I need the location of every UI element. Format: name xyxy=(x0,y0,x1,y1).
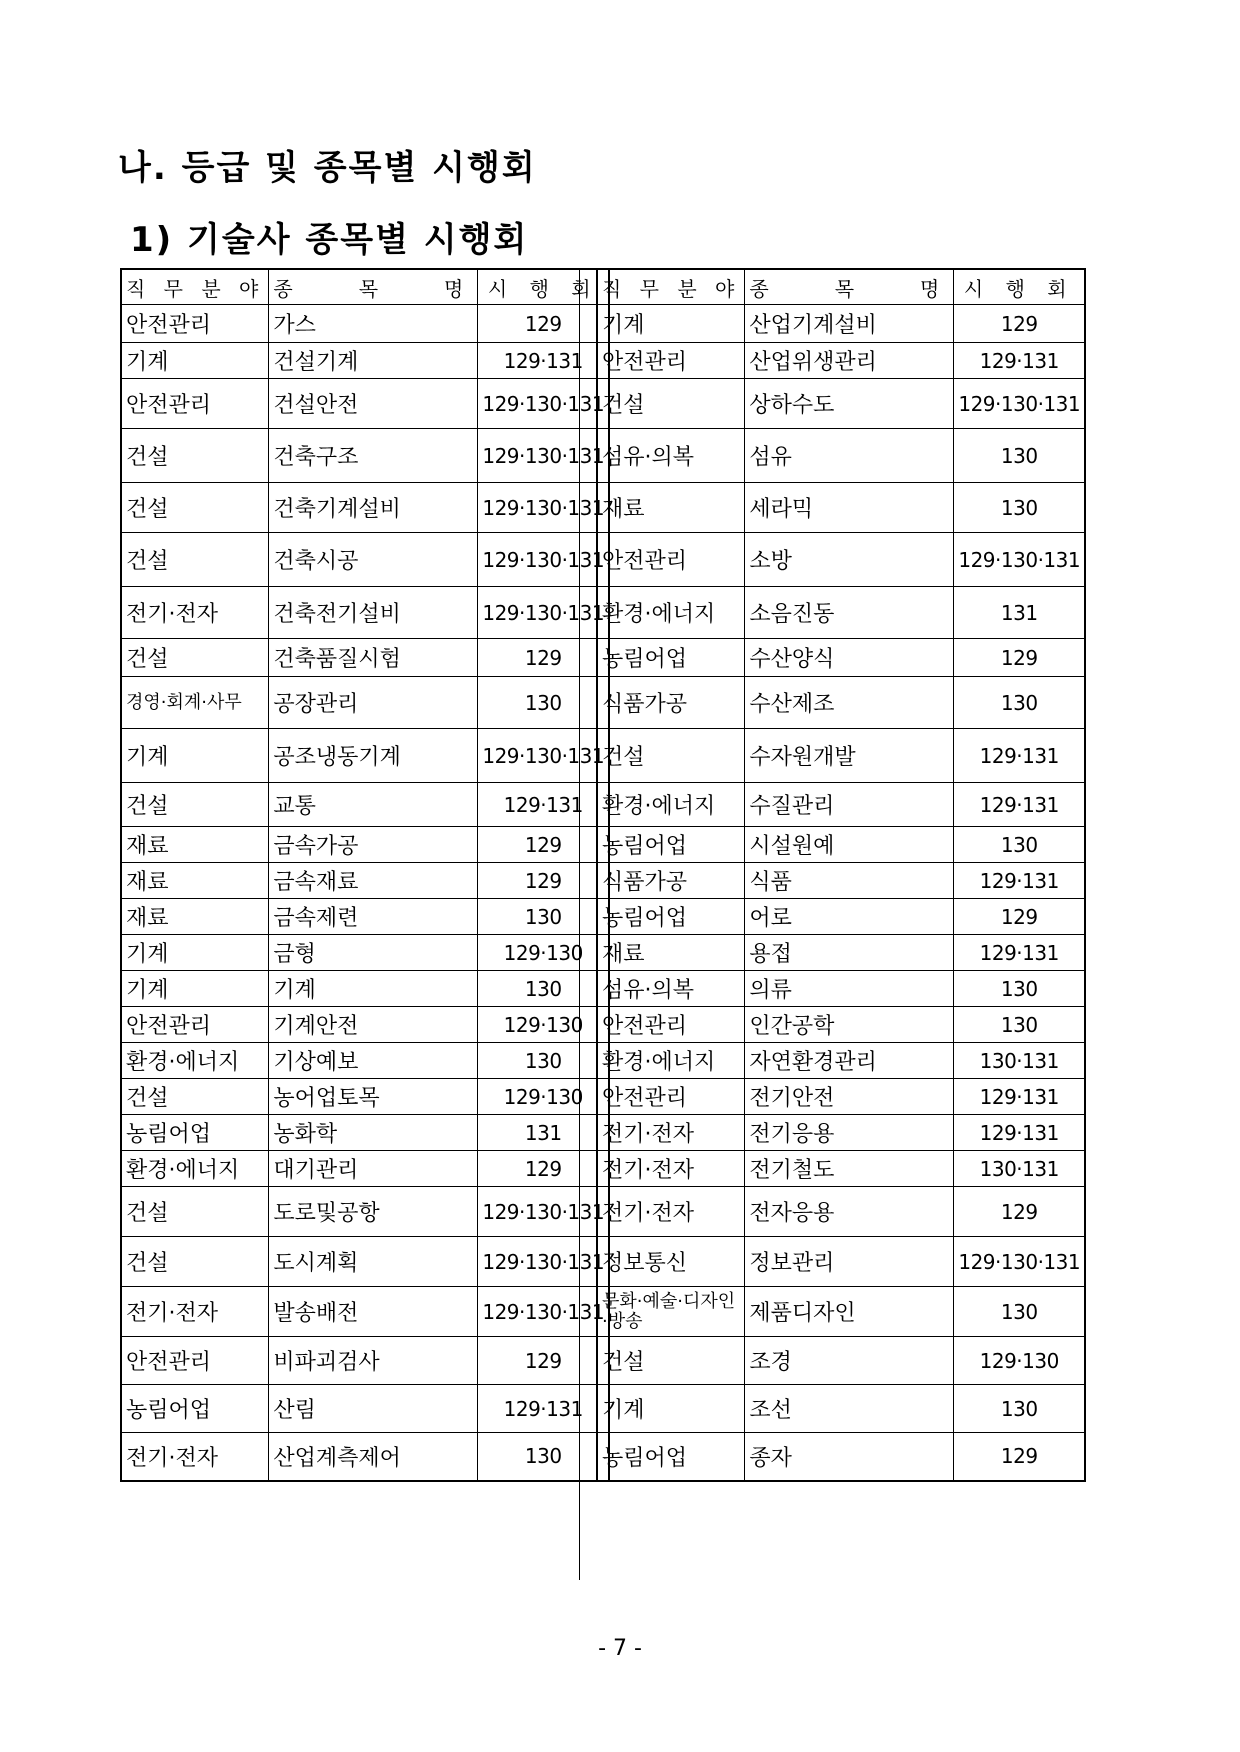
item-cell: 섬유 xyxy=(745,429,954,483)
round-cell: 130 xyxy=(478,899,609,935)
round-cell: 129·130 xyxy=(478,1007,609,1043)
table-row xyxy=(121,1237,609,1287)
field-cell: 전기·전자 xyxy=(121,1433,269,1481)
table-row xyxy=(597,1043,1085,1079)
left-table xyxy=(120,268,610,1482)
field-cell: 농림어업 xyxy=(121,1115,269,1151)
field-cell: 재료 xyxy=(121,827,269,863)
item-cell: 전기안전 xyxy=(745,1079,954,1115)
round-cell: 130 xyxy=(954,483,1085,533)
table-row xyxy=(121,639,609,677)
field-cell: 환경·에너지 xyxy=(597,783,745,827)
table-divider xyxy=(579,268,580,1580)
table-row xyxy=(121,863,609,899)
header-field: 직 무 분 야 xyxy=(121,269,269,305)
round-cell: 129·131 xyxy=(954,863,1085,899)
round-cell: 129·130·131 xyxy=(954,533,1085,587)
field-cell: 건설 xyxy=(121,1237,269,1287)
field-cell: 기계 xyxy=(121,729,269,783)
field-cell: 식품가공 xyxy=(597,677,745,729)
table-row xyxy=(121,1433,609,1481)
header-row xyxy=(121,269,609,305)
round-cell: 130 xyxy=(954,1287,1085,1337)
header-row xyxy=(597,269,1085,305)
item-cell: 금형 xyxy=(269,935,478,971)
field-cell: 안전관리 xyxy=(121,305,269,343)
item-cell: 비파괴검사 xyxy=(269,1337,478,1385)
table-row xyxy=(597,343,1085,379)
item-cell: 전기응용 xyxy=(745,1115,954,1151)
table-row xyxy=(597,1287,1085,1337)
table-row xyxy=(597,827,1085,863)
field-cell: 환경·에너지 xyxy=(597,1043,745,1079)
round-cell: 129·131 xyxy=(478,343,609,379)
right-table-body xyxy=(597,305,1085,1481)
round-cell: 129 xyxy=(478,1337,609,1385)
round-cell: 129·131 xyxy=(954,783,1085,827)
item-cell: 제품디자인 xyxy=(745,1287,954,1337)
table-row xyxy=(121,1043,609,1079)
item-cell: 공장관리 xyxy=(269,677,478,729)
round-cell: 129·130·131 xyxy=(478,1187,609,1237)
round-cell: 130·131 xyxy=(954,1151,1085,1187)
subsection-title: 1) 기술사 종목별 시행회 xyxy=(130,220,529,260)
item-cell: 식품 xyxy=(745,863,954,899)
field-cell: 전기·전자 xyxy=(121,1287,269,1337)
item-cell: 농화학 xyxy=(269,1115,478,1151)
round-cell: 129·130·131 xyxy=(478,729,609,783)
item-cell: 상하수도 xyxy=(745,379,954,429)
round-cell: 129 xyxy=(478,639,609,677)
table-row xyxy=(597,1237,1085,1287)
item-cell: 기계안전 xyxy=(269,1007,478,1043)
item-cell: 수산제조 xyxy=(745,677,954,729)
field-cell: 건설 xyxy=(121,429,269,483)
field-cell: 농림어업 xyxy=(597,1433,745,1481)
item-cell: 소방 xyxy=(745,533,954,587)
item-cell: 어로 xyxy=(745,899,954,935)
item-cell: 건설안전 xyxy=(269,379,478,429)
field-cell: 안전관리 xyxy=(121,379,269,429)
field-cell: 건설 xyxy=(597,379,745,429)
round-cell: 130 xyxy=(478,677,609,729)
section-title: 나. 등급 및 종목별 시행회 xyxy=(118,148,537,188)
field-cell: 전기·전자 xyxy=(597,1115,745,1151)
field-cell: 안전관리 xyxy=(597,1007,745,1043)
table-row xyxy=(597,899,1085,935)
field-cell: 농림어업 xyxy=(597,639,745,677)
round-cell: 129 xyxy=(954,1433,1085,1481)
table-row xyxy=(121,1151,609,1187)
item-cell: 발송배전 xyxy=(269,1287,478,1337)
table-row xyxy=(121,729,609,783)
round-cell: 129 xyxy=(954,305,1085,343)
table-row xyxy=(121,1007,609,1043)
field-cell: 기계 xyxy=(121,935,269,971)
item-cell: 건설기계 xyxy=(269,343,478,379)
field-cell: 기계 xyxy=(597,1385,745,1433)
header-round: 시 행 회 xyxy=(954,269,1085,305)
field-cell: 기계 xyxy=(121,343,269,379)
item-cell: 교통 xyxy=(269,783,478,827)
item-cell: 금속가공 xyxy=(269,827,478,863)
round-cell: 129·131 xyxy=(954,1079,1085,1115)
field-cell: 건설 xyxy=(121,1079,269,1115)
table-row xyxy=(597,1433,1085,1481)
round-cell: 129 xyxy=(478,863,609,899)
table-row xyxy=(121,533,609,587)
field-cell: 재료 xyxy=(597,483,745,533)
table-row xyxy=(597,1337,1085,1385)
field-cell: 농림어업 xyxy=(597,899,745,935)
item-cell: 건축기계설비 xyxy=(269,483,478,533)
field-cell: 문화·예술·디자인·방송 xyxy=(597,1287,745,1337)
item-cell: 건축구조 xyxy=(269,429,478,483)
table-row xyxy=(597,305,1085,343)
table-row xyxy=(121,1337,609,1385)
item-cell: 건축시공 xyxy=(269,533,478,587)
round-cell: 129·130·131 xyxy=(478,533,609,587)
item-cell: 시설원예 xyxy=(745,827,954,863)
item-cell: 산림 xyxy=(269,1385,478,1433)
round-cell: 131 xyxy=(478,1115,609,1151)
header-item: 종 목 명 xyxy=(269,269,478,305)
item-cell: 도로및공항 xyxy=(269,1187,478,1237)
table-row xyxy=(121,1187,609,1237)
field-cell: 건설 xyxy=(597,1337,745,1385)
item-cell: 산업위생관리 xyxy=(745,343,954,379)
field-cell: 안전관리 xyxy=(121,1337,269,1385)
field-cell: 섬유·의복 xyxy=(597,429,745,483)
field-cell: 기계 xyxy=(597,305,745,343)
field-cell: 재료 xyxy=(597,935,745,971)
left-table-body xyxy=(121,305,609,1481)
round-cell: 129·130·131 xyxy=(478,379,609,429)
table-row xyxy=(597,677,1085,729)
table-row xyxy=(597,379,1085,429)
table-row xyxy=(597,935,1085,971)
header-field: 직 무 분 야 xyxy=(597,269,745,305)
table-row xyxy=(597,429,1085,483)
field-cell: 건설 xyxy=(121,1187,269,1237)
table-row xyxy=(121,899,609,935)
round-cell: 129 xyxy=(478,305,609,343)
table-row xyxy=(121,1115,609,1151)
table-row xyxy=(597,971,1085,1007)
table-row xyxy=(121,1287,609,1337)
table-row xyxy=(597,483,1085,533)
round-cell: 130·131 xyxy=(954,1043,1085,1079)
field-cell: 전기·전자 xyxy=(597,1151,745,1187)
table-row xyxy=(121,429,609,483)
table-row xyxy=(121,783,609,827)
item-cell: 건축전기설비 xyxy=(269,587,478,639)
item-cell: 수산양식 xyxy=(745,639,954,677)
field-cell: 건설 xyxy=(597,729,745,783)
field-cell: 기계 xyxy=(121,971,269,1007)
table-row xyxy=(121,677,609,729)
item-cell: 용접 xyxy=(745,935,954,971)
round-cell: 129·131 xyxy=(954,729,1085,783)
round-cell: 129 xyxy=(954,1187,1085,1237)
field-cell: 건설 xyxy=(121,783,269,827)
round-cell: 130 xyxy=(954,827,1085,863)
item-cell: 산업기계설비 xyxy=(745,305,954,343)
field-cell: 환경·에너지 xyxy=(121,1151,269,1187)
item-cell: 기계 xyxy=(269,971,478,1007)
table-row xyxy=(121,1079,609,1115)
field-cell: 농림어업 xyxy=(121,1385,269,1433)
table-row xyxy=(597,729,1085,783)
table-row xyxy=(121,305,609,343)
round-cell: 129·130 xyxy=(478,1079,609,1115)
round-cell: 129·130 xyxy=(954,1337,1085,1385)
table-row xyxy=(121,379,609,429)
item-cell: 종자 xyxy=(745,1433,954,1481)
item-cell: 금속제련 xyxy=(269,899,478,935)
header-round: 시 행 회 xyxy=(478,269,609,305)
field-cell: 전기·전자 xyxy=(597,1187,745,1237)
item-cell: 전자응용 xyxy=(745,1187,954,1237)
item-cell: 조경 xyxy=(745,1337,954,1385)
field-cell: 안전관리 xyxy=(121,1007,269,1043)
field-cell: 경영·회계·사무 xyxy=(121,677,269,729)
round-cell: 129 xyxy=(478,1151,609,1187)
round-cell: 131 xyxy=(954,587,1085,639)
item-cell: 건축품질시험 xyxy=(269,639,478,677)
round-cell: 129·130·131 xyxy=(478,1287,609,1337)
field-cell: 안전관리 xyxy=(597,1079,745,1115)
round-cell: 129 xyxy=(954,639,1085,677)
round-cell: 129·131 xyxy=(954,1115,1085,1151)
table-row xyxy=(597,639,1085,677)
round-cell: 130 xyxy=(478,1433,609,1481)
item-cell: 인간공학 xyxy=(745,1007,954,1043)
round-cell: 129·131 xyxy=(954,935,1085,971)
table-row xyxy=(121,971,609,1007)
round-cell: 130 xyxy=(954,1007,1085,1043)
round-cell: 129·130·131 xyxy=(478,429,609,483)
page-number: - 7 - xyxy=(598,1636,642,1661)
field-cell: 안전관리 xyxy=(597,533,745,587)
table-row xyxy=(597,1385,1085,1433)
round-cell: 129·130·131 xyxy=(478,483,609,533)
item-cell: 정보관리 xyxy=(745,1237,954,1287)
round-cell: 130 xyxy=(478,971,609,1007)
round-cell: 130 xyxy=(954,429,1085,483)
round-cell: 129·131 xyxy=(478,1385,609,1433)
item-cell: 농어업토목 xyxy=(269,1079,478,1115)
item-cell: 기상예보 xyxy=(269,1043,478,1079)
table-row xyxy=(597,863,1085,899)
table-row xyxy=(121,935,609,971)
table-row xyxy=(121,587,609,639)
field-cell: 안전관리 xyxy=(597,343,745,379)
item-cell: 공조냉동기계 xyxy=(269,729,478,783)
field-cell: 환경·에너지 xyxy=(121,1043,269,1079)
item-cell: 자연환경관리 xyxy=(745,1043,954,1079)
round-cell: 130 xyxy=(954,971,1085,1007)
table-row xyxy=(121,1385,609,1433)
item-cell: 가스 xyxy=(269,305,478,343)
field-cell: 건설 xyxy=(121,639,269,677)
round-cell: 129 xyxy=(954,899,1085,935)
field-cell: 건설 xyxy=(121,533,269,587)
round-cell: 129·131 xyxy=(478,783,609,827)
round-cell: 130 xyxy=(954,1385,1085,1433)
item-cell: 세라믹 xyxy=(745,483,954,533)
item-cell: 전기철도 xyxy=(745,1151,954,1187)
header-item: 종 목 명 xyxy=(745,269,954,305)
item-cell: 대기관리 xyxy=(269,1151,478,1187)
round-cell: 130 xyxy=(954,677,1085,729)
table-row xyxy=(121,827,609,863)
round-cell: 129·130·131 xyxy=(954,379,1085,429)
field-cell: 환경·에너지 xyxy=(597,587,745,639)
item-cell: 수자원개발 xyxy=(745,729,954,783)
field-cell: 전기·전자 xyxy=(121,587,269,639)
round-cell: 129·130·131 xyxy=(478,587,609,639)
round-cell: 129·130·131 xyxy=(954,1237,1085,1287)
item-cell: 의류 xyxy=(745,971,954,1007)
field-cell: 건설 xyxy=(121,483,269,533)
item-cell: 산업계측제어 xyxy=(269,1433,478,1481)
item-cell: 수질관리 xyxy=(745,783,954,827)
field-cell: 재료 xyxy=(121,899,269,935)
table-row xyxy=(597,1115,1085,1151)
field-cell: 정보통신 xyxy=(597,1237,745,1287)
round-cell: 130 xyxy=(478,1043,609,1079)
table-row xyxy=(597,587,1085,639)
table-row xyxy=(597,1079,1085,1115)
round-cell: 129·130 xyxy=(478,935,609,971)
table-row xyxy=(597,1187,1085,1237)
item-cell: 소음진동 xyxy=(745,587,954,639)
field-cell: 섬유·의복 xyxy=(597,971,745,1007)
table-row xyxy=(597,783,1085,827)
table-row xyxy=(121,483,609,533)
round-cell: 129 xyxy=(478,827,609,863)
right-table xyxy=(596,268,1086,1482)
table-row xyxy=(597,533,1085,587)
item-cell: 도시계획 xyxy=(269,1237,478,1287)
round-cell: 129·130·131 xyxy=(478,1237,609,1287)
field-cell: 식품가공 xyxy=(597,863,745,899)
field-cell: 농림어업 xyxy=(597,827,745,863)
table-row xyxy=(121,343,609,379)
table-row xyxy=(597,1007,1085,1043)
item-cell: 금속재료 xyxy=(269,863,478,899)
round-cell: 129·131 xyxy=(954,343,1085,379)
table-row xyxy=(597,1151,1085,1187)
item-cell: 조선 xyxy=(745,1385,954,1433)
field-cell: 재료 xyxy=(121,863,269,899)
